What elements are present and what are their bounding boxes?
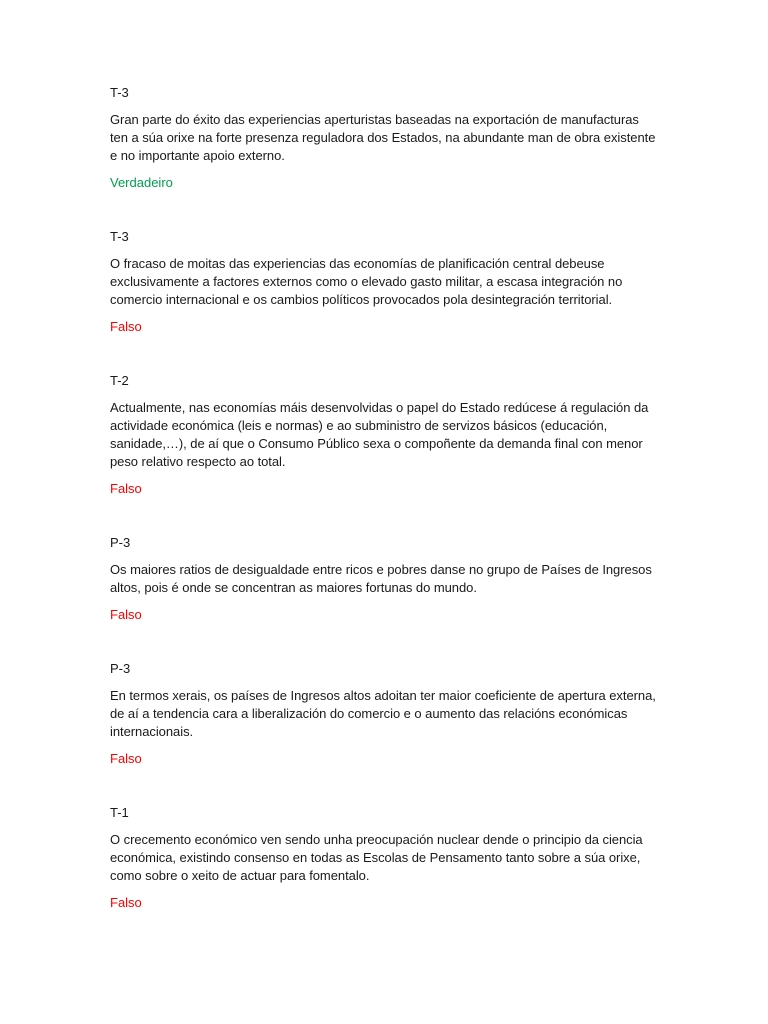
statement-line: exclusivamente a factores externos como o elevado gasto militar, a escasa integración no (110, 274, 623, 289)
statement-line: actividade económica (leis e normas) e ao subministro de servizos básicos (educación, (110, 418, 608, 433)
answer-false: Falso (110, 481, 142, 496)
statement-line: Os maiores ratios de desigualdade entre ricos e pobres danse no grupo de Países de Ingresos (110, 562, 652, 577)
question-code: T-3 (110, 229, 129, 244)
question-block (110, 534, 670, 624)
question-code: P-3 (110, 661, 131, 676)
statement-line: altos, pois é onde se concentran as maiores fortunas do mundo. (110, 580, 477, 595)
answer-false: Falso (110, 895, 142, 910)
statement-line: internacionais. (110, 724, 194, 739)
question-statement (110, 111, 670, 165)
statement-line: Actualmente, nas economías máis desenvolvidas o papel do Estado redúcese á regulación da (110, 400, 649, 415)
answer-false: Falso (110, 607, 142, 622)
question-statement (110, 255, 670, 309)
statement-line: sanidade,…), de aí que o Consumo Público sexa o compoñente da demanda final con menor (110, 436, 643, 451)
question-block (110, 804, 670, 912)
statement-line: O fracaso de moitas das experiencias das economías de planificación central debeuse (110, 256, 605, 271)
statement-line: de aí a tendencia cara a liberalización do comercio e o aumento das relacións económicas (110, 706, 628, 721)
question-code: P-3 (110, 535, 131, 550)
question-block (110, 660, 670, 768)
question-block (110, 372, 670, 498)
question-statement (110, 399, 670, 471)
statement-line: comercio internacional e os cambios políticos provocados pola desintegración territorial. (110, 292, 613, 307)
question-statement (110, 687, 670, 741)
statement-line: ten a súa orixe na forte presenza reguladora dos Estados, na abundante man de obra existente (110, 130, 656, 145)
document-page (110, 84, 670, 912)
question-statement (110, 831, 670, 885)
question-code: T-1 (110, 805, 129, 820)
statement-line: Gran parte do éxito das experiencias aperturistas baseadas na exportación de manufacturas (110, 112, 639, 127)
statement-line: O crecemento económico ven sendo unha preocupación nuclear dende o principio da ciencia (110, 832, 643, 847)
statement-line: peso relativo respecto ao total. (110, 454, 286, 469)
question-code: T-2 (110, 373, 129, 388)
answer-true: Verdadeiro (110, 175, 173, 190)
question-code: T-3 (110, 85, 129, 100)
statement-line: En termos xerais, os países de Ingresos altos adoitan ter maior coeficiente de apertura externa, (110, 688, 656, 703)
answer-false: Falso (110, 319, 142, 334)
question-block (110, 84, 670, 192)
question-block (110, 228, 670, 336)
statement-line: como sobre o xeito de actuar para fomentalo. (110, 868, 370, 883)
statement-line: e no importante apoio externo. (110, 148, 285, 163)
question-statement (110, 561, 670, 597)
answer-false: Falso (110, 751, 142, 766)
statement-line: económica, existindo consenso en todas as Escolas de Pensamento tanto sobre a súa orixe, (110, 850, 641, 865)
